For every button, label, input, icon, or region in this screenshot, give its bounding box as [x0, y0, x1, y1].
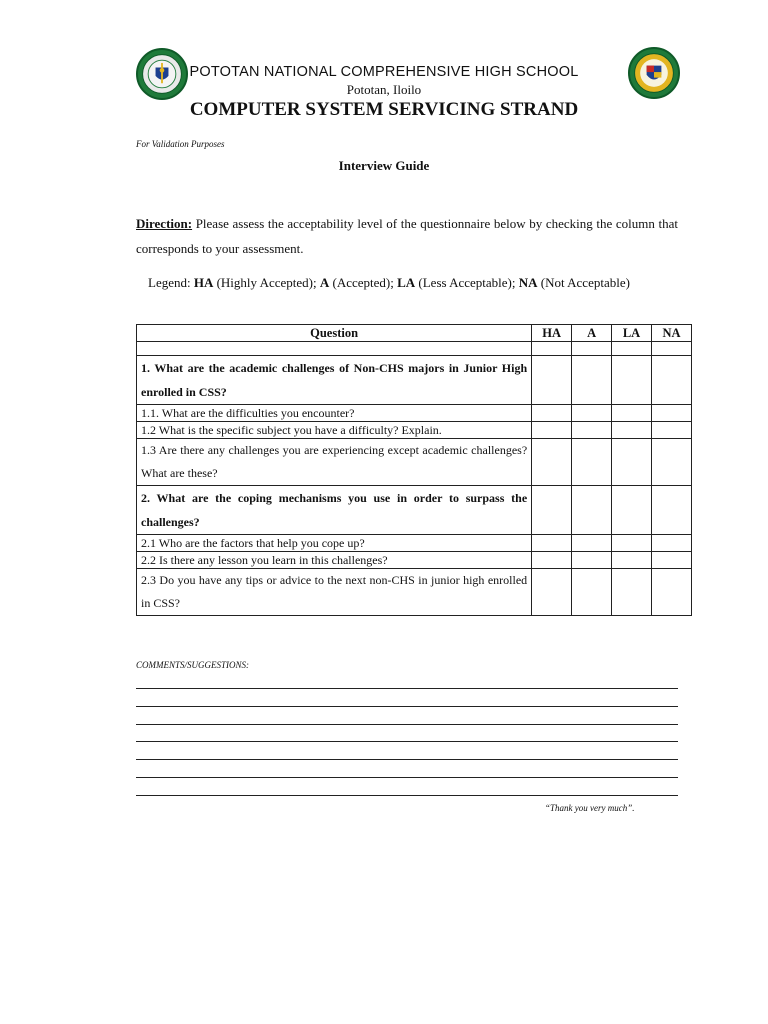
table-spacer-row: [137, 342, 692, 356]
comment-line[interactable]: [136, 706, 678, 707]
table-row: [137, 439, 692, 486]
legend-code-la: LA: [397, 275, 416, 290]
check-cell-la[interactable]: [612, 356, 652, 405]
check-cell-ha[interactable]: [532, 422, 572, 439]
spacer-cell-na[interactable]: [652, 342, 692, 356]
header-la: LA: [612, 325, 652, 342]
check-cell-la[interactable]: [612, 486, 652, 535]
check-cell-na[interactable]: [652, 356, 692, 405]
school-name: POTOTAN NATIONAL COMPREHENSIVE HIGH SCHOOL: [189, 64, 579, 80]
legend-code-na: NA: [518, 275, 538, 290]
validation-note: For Validation Purposes: [136, 139, 225, 149]
check-cell-ha[interactable]: [532, 569, 572, 616]
check-cell-na[interactable]: [652, 405, 692, 422]
check-cell-a[interactable]: [572, 486, 612, 535]
question-2: 2. What are the coping mechanisms you use in order to surpass the challenges?: [137, 486, 532, 535]
comment-line[interactable]: [136, 741, 678, 742]
check-cell-na[interactable]: [652, 552, 692, 569]
header-na: NA: [652, 325, 692, 342]
check-cell-ha[interactable]: [532, 439, 572, 486]
check-cell-na[interactable]: [652, 569, 692, 616]
question-1: 1. What are the academic challenges of Non-CHS majors in Junior High enrolled in CSS?: [137, 356, 532, 405]
spacer-cell-la[interactable]: [612, 342, 652, 356]
direction-label: Direction:: [136, 216, 193, 231]
header-a: A: [572, 325, 612, 342]
closing-thanks: “Thank you very much”.: [545, 803, 635, 813]
legend-code-a: A: [319, 275, 330, 290]
table-row: [137, 552, 692, 569]
check-cell-la[interactable]: [612, 422, 652, 439]
check-cell-ha[interactable]: [532, 356, 572, 405]
comment-line[interactable]: [136, 759, 678, 760]
check-cell-na[interactable]: [652, 486, 692, 535]
legend-desc-la: (Less Acceptable);: [415, 275, 519, 290]
comment-line[interactable]: [136, 688, 678, 689]
check-cell-la[interactable]: [612, 405, 652, 422]
legend: [148, 275, 630, 291]
table-row: [137, 356, 692, 405]
school-location: Pototan, Iloilo: [346, 82, 422, 97]
table-row: [137, 535, 692, 552]
table-row: [137, 569, 692, 616]
table-row: [137, 405, 692, 422]
check-cell-a[interactable]: [572, 535, 612, 552]
check-cell-a[interactable]: [572, 405, 612, 422]
check-cell-ha[interactable]: [532, 486, 572, 535]
check-cell-la[interactable]: [612, 569, 652, 616]
check-cell-a[interactable]: [572, 552, 612, 569]
check-cell-a[interactable]: [572, 422, 612, 439]
question-1-2: 1.2 What is the specific subject you have a difficulty? Explain.: [137, 422, 532, 439]
table-header-row: [137, 325, 692, 342]
check-cell-a[interactable]: [572, 439, 612, 486]
question-2-3: 2.3 Do you have any tips or advice to the next non-CHS in junior high enrolled in CSS?: [137, 569, 532, 616]
check-cell-ha[interactable]: [532, 535, 572, 552]
check-cell-la[interactable]: [612, 535, 652, 552]
question-1-1: 1.1. What are the difficulties you encounter?: [137, 405, 532, 422]
comment-line[interactable]: [136, 724, 678, 725]
question-1-3: 1.3 Are there any challenges you are experiencing except academic challenges? What are these?: [137, 439, 532, 486]
table-row: [137, 486, 692, 535]
legend-desc-na: (Not Acceptable): [537, 275, 630, 290]
header-question: Question: [137, 325, 532, 342]
check-cell-na[interactable]: [652, 535, 692, 552]
comments-label: COMMENTS/SUGGESTIONS:: [136, 660, 250, 670]
header-ha: HA: [532, 325, 572, 342]
check-cell-a[interactable]: [572, 569, 612, 616]
question-2-2: 2.2 Is there any lesson you learn in this challenges?: [137, 552, 532, 569]
check-cell-na[interactable]: [652, 439, 692, 486]
check-cell-la[interactable]: [612, 552, 652, 569]
legend-desc-ha: (Highly Accepted);: [213, 275, 320, 290]
spacer-cell-ha[interactable]: [532, 342, 572, 356]
assessment-table: [136, 324, 692, 616]
check-cell-la[interactable]: [612, 439, 652, 486]
check-cell-ha[interactable]: [532, 405, 572, 422]
strand-title: COMPUTER SYSTEM SERVICING STRAND: [189, 99, 579, 120]
interview-guide-title: Interview Guide: [338, 158, 430, 173]
direction-text: Please assess the acceptability level of the questionnaire below by checking the column that corresponds to your assessment.: [136, 216, 678, 256]
legend-desc-a: (Accepted);: [329, 275, 398, 290]
check-cell-ha[interactable]: [532, 552, 572, 569]
spacer-cell-a[interactable]: [572, 342, 612, 356]
direction-paragraph: [136, 211, 678, 261]
check-cell-na[interactable]: [652, 422, 692, 439]
table-row: [137, 422, 692, 439]
comment-line[interactable]: [136, 777, 678, 778]
check-cell-a[interactable]: [572, 356, 612, 405]
question-2-1: 2.1 Who are the factors that help you cope up?: [137, 535, 532, 552]
legend-code-ha: HA: [193, 275, 214, 290]
legend-prefix: Legend:: [148, 275, 194, 290]
comment-line[interactable]: [136, 795, 678, 796]
